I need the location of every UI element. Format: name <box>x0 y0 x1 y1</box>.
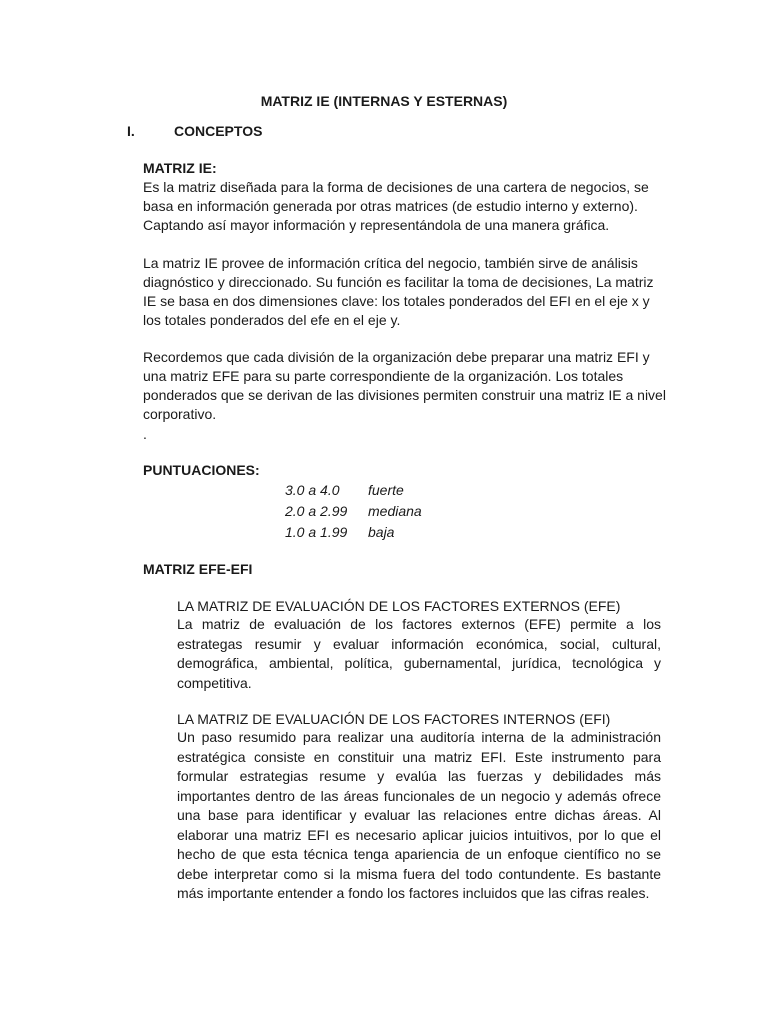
paragraph-line: IE se basa en dos dimensiones clave: los totales ponderados del EFI en el eje x y <box>143 293 650 309</box>
section-title: CONCEPTOS <box>174 123 263 139</box>
paragraph-line: basa en información generada por otras matrices (de estudio interno y externo). <box>143 198 638 214</box>
paragraph-line: importantes dentro de las áreas funcionales de un negocio y además ofrece <box>177 787 661 804</box>
paragraph-line: La matriz IE provee de información crítica del negocio, también sirve de análisis <box>143 255 638 271</box>
document-title: MATRIZ IE (INTERNAS Y ESTERNAS) <box>260 93 508 109</box>
matriz-ie-paragraph-2 <box>143 254 683 330</box>
matriz-ie-paragraph-1 <box>143 178 683 235</box>
efi-paragraph <box>177 728 661 904</box>
paragraph-line: Captando así mayor información y representándola de una manera gráfica. <box>143 217 610 233</box>
score-label: baja <box>368 524 395 540</box>
score-row <box>285 522 422 543</box>
stray-dot: . <box>143 426 147 442</box>
puntuaciones-heading: PUNTUACIONES: <box>143 462 260 478</box>
paragraph-line: una base para identificar y evaluar las relaciones entre dichas áreas. Al <box>177 807 661 823</box>
paragraph-line: los totales ponderados del efe en el eje y. <box>143 312 401 328</box>
matriz-ie-heading: MATRIZ IE: <box>143 160 217 176</box>
paragraph-line: estrategas resumir y evaluar información económica, social, cultural, <box>177 635 661 652</box>
score-range: 2.0 a 2.99 <box>285 503 348 519</box>
score-row <box>285 501 422 522</box>
score-label: mediana <box>368 503 422 519</box>
efe-subtitle: LA MATRIZ DE EVALUACIÓN DE LOS FACTORES EXTERNOS (EFE) <box>177 598 621 614</box>
paragraph-line: diagnóstico y direccionado. Su función es facilitar la toma de decisiones, La matriz <box>143 274 654 290</box>
paragraph-line: elaborar una matriz EFI es necesario aplicar juicios intuitivos, por lo que el <box>177 826 661 843</box>
score-range: 3.0 a 4.0 <box>285 482 340 498</box>
paragraph-line: Recordemos que cada división de la organización debe preparar una matriz EFI y <box>143 349 650 365</box>
paragraph-line: una matriz EFE para su parte correspondiente de la organización. Los totales <box>143 368 624 384</box>
paragraph-line: demográfica, ambiental, política, gubernamental, jurídica, tecnológica y <box>177 655 661 671</box>
paragraph-line: competitiva. <box>177 674 252 691</box>
paragraph-line: debe interpretar como si la misma fuera del todo contundente. Es bastante <box>177 865 661 882</box>
paragraph-line: estratégica consiste en constituir una matriz EFI. Este instrumento para <box>177 748 661 765</box>
paragraph-line: corporativo. <box>143 406 217 422</box>
efe-paragraph <box>177 615 661 693</box>
efi-subtitle: LA MATRIZ DE EVALUACIÓN DE LOS FACTORES INTERNOS (EFI) <box>177 711 611 727</box>
score-range: 1.0 a 1.99 <box>285 524 348 540</box>
paragraph-line: formular estrategias resume y evalúa las fuerzas y debilidades más <box>177 768 661 784</box>
score-label: fuerte <box>368 482 404 498</box>
paragraph-line: hecho de que esta técnica tenga apariencia de un enfoque científico no se <box>177 846 661 862</box>
section-number: I. <box>127 123 135 139</box>
paragraph-line: más importante entender a fondo los factores incluidos que las cifras reales. <box>177 885 650 901</box>
paragraph-line: ponderados que se derivan de las divisiones permiten construir una matriz IE a nivel <box>143 387 666 403</box>
score-row <box>285 480 422 501</box>
paragraph-line: La matriz de evaluación de los factores externos (EFE) permite a los <box>177 616 661 632</box>
scores-table <box>285 480 422 543</box>
efe-efi-heading: MATRIZ EFE-EFI <box>143 561 253 577</box>
matriz-ie-paragraph-3 <box>143 348 683 424</box>
paragraph-line: Un paso resumido para realizar una auditoría interna de la administración <box>177 729 661 745</box>
paragraph-line: Es la matriz diseñada para la forma de decisiones de una cartera de negocios, se <box>143 179 649 195</box>
